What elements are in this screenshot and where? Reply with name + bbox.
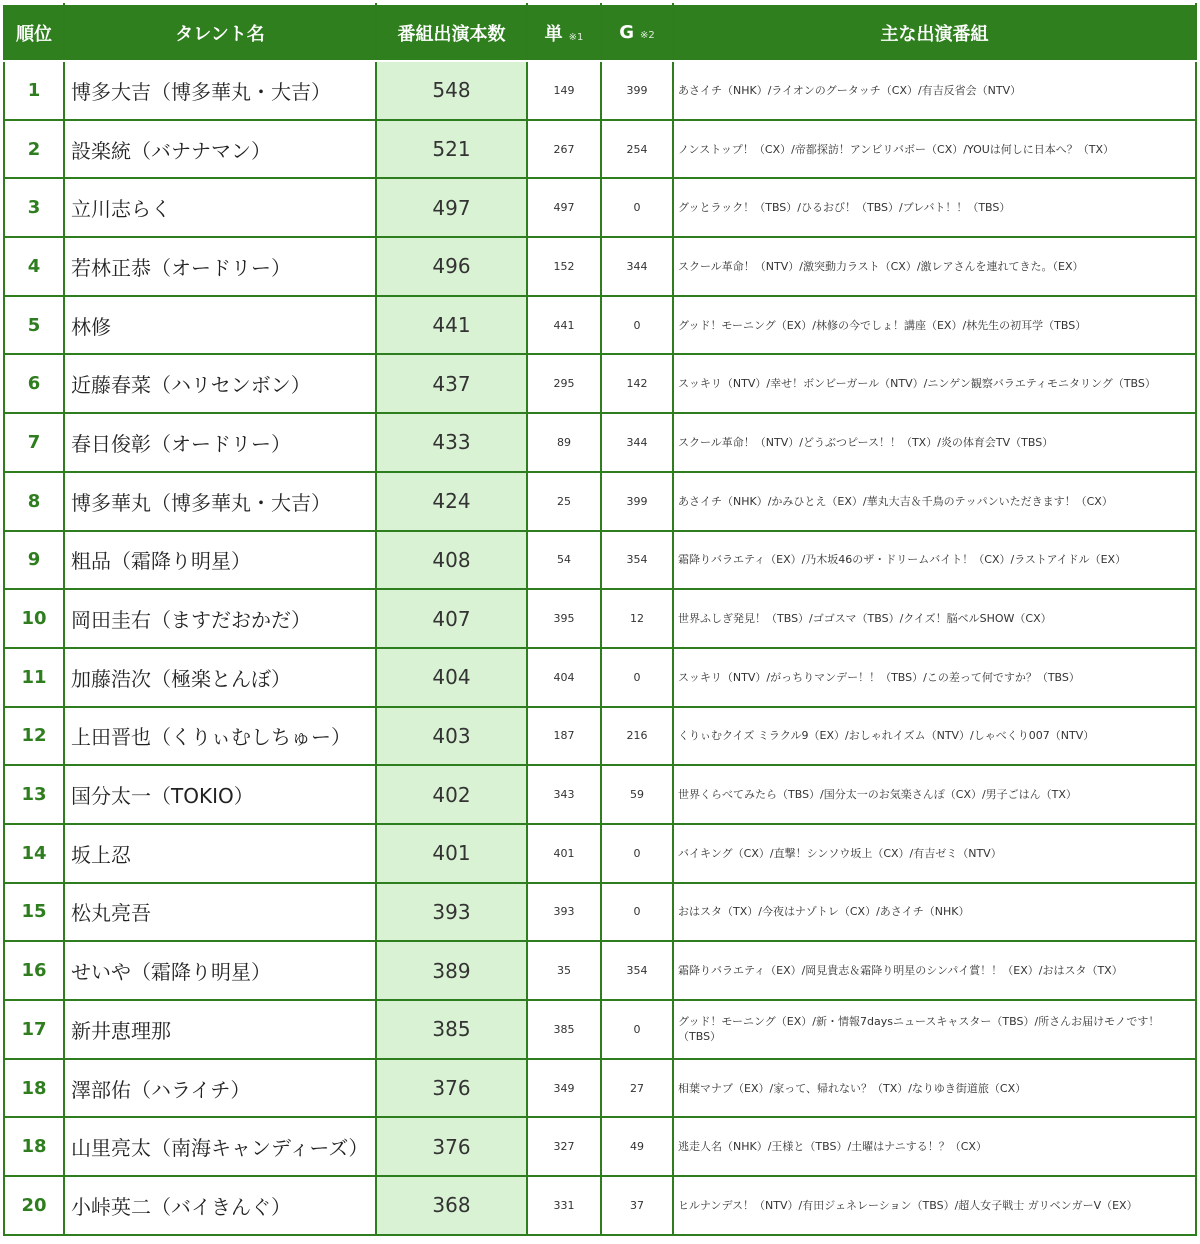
- total-count-cell: 437: [376, 354, 527, 413]
- table-row: [4, 296, 1196, 355]
- talent-name-cell: 岡田圭右（ますだおかだ）: [64, 589, 376, 648]
- programs-cell: スッキリ（NTV）/がっちりマンデー！！（TBS）/この差って何ですか？（TBS）: [673, 648, 1196, 707]
- talent-name-cell: 加藤浩次（極楽とんぼ）: [64, 648, 376, 707]
- rank-cell: 12: [4, 707, 64, 766]
- total-count-cell: 376: [376, 1059, 527, 1118]
- rank-cell: 17: [4, 1000, 64, 1059]
- programs-cell: ノンストップ！（CX）/帝都探訪！アンビリバボー（CX）/YOUは何しに日本へ？（TX）: [673, 120, 1196, 179]
- header-single-note: ※1: [568, 31, 584, 43]
- ranking-table-container: [3, 3, 1197, 1236]
- talent-name-cell: 澤部佑（ハライチ）: [64, 1059, 376, 1118]
- total-count-cell: 376: [376, 1117, 527, 1176]
- rank-cell: 6: [4, 354, 64, 413]
- header-talent: タレント名: [64, 4, 376, 61]
- header-guest-note: ※2: [640, 30, 655, 41]
- programs-cell: グッド！モーニング（EX）/新・情報7daysニュースキャスター（TBS）/所さんお届けモノです！（TBS）: [673, 1000, 1196, 1059]
- table-row: [4, 531, 1196, 590]
- table-row: [4, 883, 1196, 942]
- guest-count-cell: 399: [601, 472, 673, 531]
- talent-name-cell: 博多大吉（博多華丸・大吉）: [64, 61, 376, 120]
- single-count-cell: 89: [527, 413, 601, 472]
- single-count-cell: 331: [527, 1176, 601, 1235]
- table-row: [4, 707, 1196, 766]
- total-count-cell: 496: [376, 237, 527, 296]
- total-count-cell: 433: [376, 413, 527, 472]
- programs-cell: あさイチ（NHK）/ライオンのグータッチ（CX）/有吉反省会（NTV）: [673, 61, 1196, 120]
- guest-count-cell: 59: [601, 765, 673, 824]
- programs-cell: スクール革命！（NTV）/どうぶつピース！！（TX）/炎の体育会TV（TBS）: [673, 413, 1196, 472]
- programs-cell: スッキリ（NTV）/幸せ！ボンビーガール（NTV）/ニンゲン観察バラエティモニタリング（TBS）: [673, 354, 1196, 413]
- table-row: [4, 354, 1196, 413]
- rank-cell: 16: [4, 941, 64, 1000]
- total-count-cell: 401: [376, 824, 527, 883]
- single-count-cell: 149: [527, 61, 601, 120]
- rank-cell: 14: [4, 824, 64, 883]
- talent-name-cell: 新井恵理那: [64, 1000, 376, 1059]
- header-programs: 主な出演番組: [673, 4, 1196, 61]
- programs-cell: グッとラック！（TBS）/ひるおび！（TBS）/ブレバト！！（TBS）: [673, 178, 1196, 237]
- rank-cell: 1: [4, 61, 64, 120]
- guest-count-cell: 354: [601, 531, 673, 590]
- talent-name-cell: 上田晋也（くりぃむしちゅー）: [64, 707, 376, 766]
- programs-cell: 世界くらべてみたら（TBS）/国分太一のお気楽さんぽ（CX）/男子ごはん（TX）: [673, 765, 1196, 824]
- guest-count-cell: 254: [601, 120, 673, 179]
- guest-count-cell: 0: [601, 296, 673, 355]
- guest-count-cell: 354: [601, 941, 673, 1000]
- single-count-cell: 187: [527, 707, 601, 766]
- table-row: [4, 1176, 1196, 1235]
- total-count-cell: 548: [376, 61, 527, 120]
- total-count-cell: 424: [376, 472, 527, 531]
- table-header: [4, 4, 1196, 61]
- guest-count-cell: 344: [601, 413, 673, 472]
- guest-count-cell: 0: [601, 648, 673, 707]
- table-row: [4, 589, 1196, 648]
- header-total: 番組出演本数: [376, 4, 527, 61]
- rank-cell: 20: [4, 1176, 64, 1235]
- single-count-cell: 404: [527, 648, 601, 707]
- table-row: [4, 1117, 1196, 1176]
- table-row: [4, 824, 1196, 883]
- total-count-cell: 402: [376, 765, 527, 824]
- rank-cell: 8: [4, 472, 64, 531]
- header-guest: [601, 4, 673, 61]
- rank-cell: 3: [4, 178, 64, 237]
- total-count-cell: 385: [376, 1000, 527, 1059]
- guest-count-cell: 216: [601, 707, 673, 766]
- rank-cell: 10: [4, 589, 64, 648]
- programs-cell: あさイチ（NHK）/かみひとえ（EX）/華丸大吉＆千鳥のテッパンいただきます！（CX）: [673, 472, 1196, 531]
- total-count-cell: 408: [376, 531, 527, 590]
- single-count-cell: 25: [527, 472, 601, 531]
- programs-cell: 世界ふしぎ発見！（TBS）/ゴゴスマ（TBS）/クイズ！脳ベルSHOW（CX）: [673, 589, 1196, 648]
- talent-name-cell: 松丸亮吾: [64, 883, 376, 942]
- ranking-table: [3, 3, 1197, 1236]
- table-row: [4, 413, 1196, 472]
- header-rank: 順位: [4, 4, 64, 61]
- talent-name-cell: 立川志らく: [64, 178, 376, 237]
- programs-cell: スクール革命！（NTV）/激突動力ラスト（CX）/激レアさんを連れてきた。（EX）: [673, 237, 1196, 296]
- table-row: [4, 237, 1196, 296]
- single-count-cell: 349: [527, 1059, 601, 1118]
- single-count-cell: 395: [527, 589, 601, 648]
- single-count-cell: 35: [527, 941, 601, 1000]
- guest-count-cell: 49: [601, 1117, 673, 1176]
- table-row: [4, 765, 1196, 824]
- guest-count-cell: 0: [601, 883, 673, 942]
- programs-cell: おはスタ（TX）/今夜はナゾトレ（CX）/あさイチ（NHK）: [673, 883, 1196, 942]
- total-count-cell: 389: [376, 941, 527, 1000]
- table-row: [4, 1059, 1196, 1118]
- table-row: [4, 178, 1196, 237]
- total-count-cell: 368: [376, 1176, 527, 1235]
- talent-name-cell: 坂上忍: [64, 824, 376, 883]
- table-body: [4, 61, 1196, 1235]
- header-guest-label: G: [619, 22, 635, 43]
- total-count-cell: 403: [376, 707, 527, 766]
- table-row: [4, 120, 1196, 179]
- guest-count-cell: 142: [601, 354, 673, 413]
- rank-cell: 4: [4, 237, 64, 296]
- talent-name-cell: 近藤春菜（ハリセンボン）: [64, 354, 376, 413]
- guest-count-cell: 12: [601, 589, 673, 648]
- guest-count-cell: 0: [601, 1000, 673, 1059]
- single-count-cell: 441: [527, 296, 601, 355]
- guest-count-cell: 37: [601, 1176, 673, 1235]
- table-row: [4, 648, 1196, 707]
- guest-count-cell: 0: [601, 178, 673, 237]
- single-count-cell: 343: [527, 765, 601, 824]
- table-row: [4, 472, 1196, 531]
- programs-cell: グッド！モーニング（EX）/林修の今でしょ！講座（EX）/林先生の初耳学（TBS）: [673, 296, 1196, 355]
- header-single-label: 単: [544, 23, 563, 45]
- guest-count-cell: 27: [601, 1059, 673, 1118]
- programs-cell: 相葉マナブ（EX）/家って、帰れない？（TX）/なりゆき街道旅（CX）: [673, 1059, 1196, 1118]
- total-count-cell: 521: [376, 120, 527, 179]
- programs-cell: 逃走人名（NHK）/王様と（TBS）/土曜はナニする！？（CX）: [673, 1117, 1196, 1176]
- rank-cell: 13: [4, 765, 64, 824]
- total-count-cell: 407: [376, 589, 527, 648]
- programs-cell: くりぃむクイズ ミラクル9（EX）/おしゃれイズム（NTV）/しゃべくり007（NTV）: [673, 707, 1196, 766]
- rank-cell: 5: [4, 296, 64, 355]
- table-row: [4, 1000, 1196, 1059]
- table-row: [4, 61, 1196, 120]
- rank-cell: 2: [4, 120, 64, 179]
- rank-cell: 18: [4, 1059, 64, 1118]
- rank-cell: 11: [4, 648, 64, 707]
- guest-count-cell: 399: [601, 61, 673, 120]
- talent-name-cell: 林修: [64, 296, 376, 355]
- talent-name-cell: 春日俊彰（オードリー）: [64, 413, 376, 472]
- single-count-cell: 393: [527, 883, 601, 942]
- total-count-cell: 404: [376, 648, 527, 707]
- talent-name-cell: 粗品（霜降り明星）: [64, 531, 376, 590]
- talent-name-cell: せいや（霜降り明星）: [64, 941, 376, 1000]
- programs-cell: 霜降りバラエティ（EX）/乃木坂46のザ・ドリームバイト！（CX）/ラストアイドル（EX）: [673, 531, 1196, 590]
- talent-name-cell: 小峠英二（バイきんぐ）: [64, 1176, 376, 1235]
- talent-name-cell: 国分太一（TOKIO）: [64, 765, 376, 824]
- single-count-cell: 295: [527, 354, 601, 413]
- rank-cell: 9: [4, 531, 64, 590]
- header-single: [527, 4, 601, 61]
- rank-cell: 7: [4, 413, 64, 472]
- programs-cell: バイキング（CX）/直撃！シンソウ坂上（CX）/有吉ゼミ（NTV）: [673, 824, 1196, 883]
- single-count-cell: 327: [527, 1117, 601, 1176]
- single-count-cell: 54: [527, 531, 601, 590]
- guest-count-cell: 344: [601, 237, 673, 296]
- total-count-cell: 497: [376, 178, 527, 237]
- rank-cell: 15: [4, 883, 64, 942]
- talent-name-cell: 博多華丸（博多華丸・大吉）: [64, 472, 376, 531]
- talent-name-cell: 山里亮太（南海キャンディーズ）: [64, 1117, 376, 1176]
- total-count-cell: 441: [376, 296, 527, 355]
- single-count-cell: 267: [527, 120, 601, 179]
- single-count-cell: 401: [527, 824, 601, 883]
- programs-cell: ヒルナンデス！（NTV）/有田ジェネレーション（TBS）/超人女子戦士 ガリベンガーV（EX）: [673, 1176, 1196, 1235]
- single-count-cell: 152: [527, 237, 601, 296]
- talent-name-cell: 設楽統（バナナマン）: [64, 120, 376, 179]
- programs-cell: 霜降りバラエティ（EX）/岡見貴志＆霜降り明星のシンパイ賞！！（EX）/おはスタ（TX）: [673, 941, 1196, 1000]
- rank-cell: 18: [4, 1117, 64, 1176]
- total-count-cell: 393: [376, 883, 527, 942]
- single-count-cell: 497: [527, 178, 601, 237]
- single-count-cell: 385: [527, 1000, 601, 1059]
- guest-count-cell: 0: [601, 824, 673, 883]
- talent-name-cell: 若林正恭（オードリー）: [64, 237, 376, 296]
- table-row: [4, 941, 1196, 1000]
